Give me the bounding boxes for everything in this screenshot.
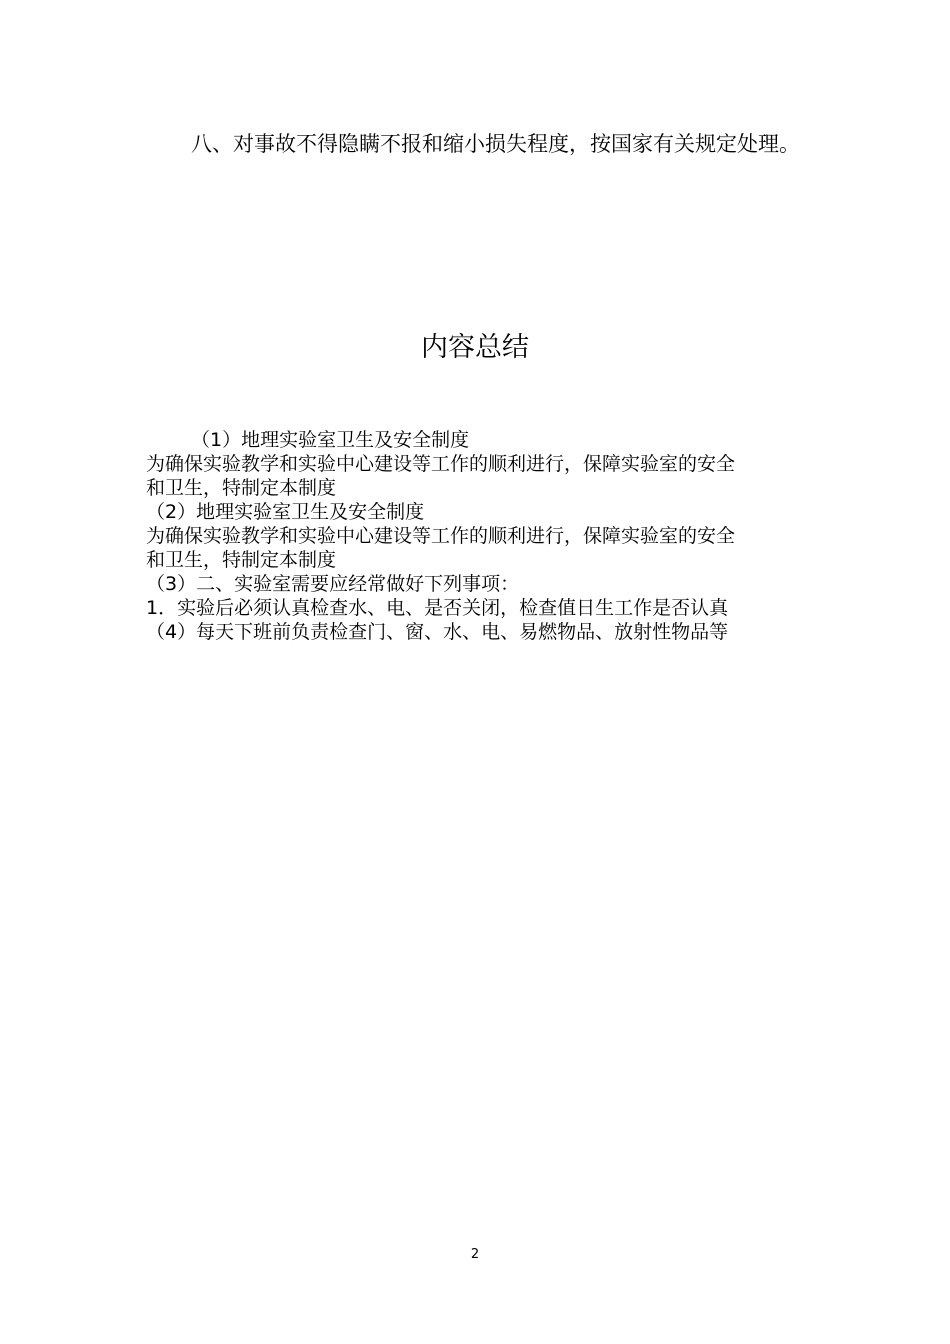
- summary-line: （4）每天下班前负责检查门、窗、水、电、易燃物品、放射性物品等: [146, 621, 729, 643]
- summary-line: 为确保实验教学和实验中心建设等工作的顺利进行，保障实验室的安全: [146, 525, 736, 547]
- summary-line: （1）地理实验室卫生及安全制度: [191, 429, 470, 451]
- summary-title: 内容总结: [421, 332, 529, 363]
- page-number: 2: [470, 1247, 480, 1262]
- summary-line: （3）二、实验室需要应经常做好下列事项：: [146, 573, 520, 595]
- summary-line: 1．实验后必须认真检查水、电、是否关闭，检查值日生工作是否认真: [146, 597, 729, 619]
- paragraph-item-eight: 八、对事故不得隐瞒不报和缩小损失程度，按国家有关规定处理。: [191, 132, 800, 156]
- summary-line: 和卫生，特制定本制度: [146, 477, 337, 499]
- summary-line: （2）地理实验室卫生及安全制度: [146, 501, 425, 523]
- summary-list: [146, 428, 806, 644]
- summary-line: 和卫生，特制定本制度: [146, 549, 337, 571]
- summary-line: 为确保实验教学和实验中心建设等工作的顺利进行，保障实验室的安全: [146, 453, 736, 475]
